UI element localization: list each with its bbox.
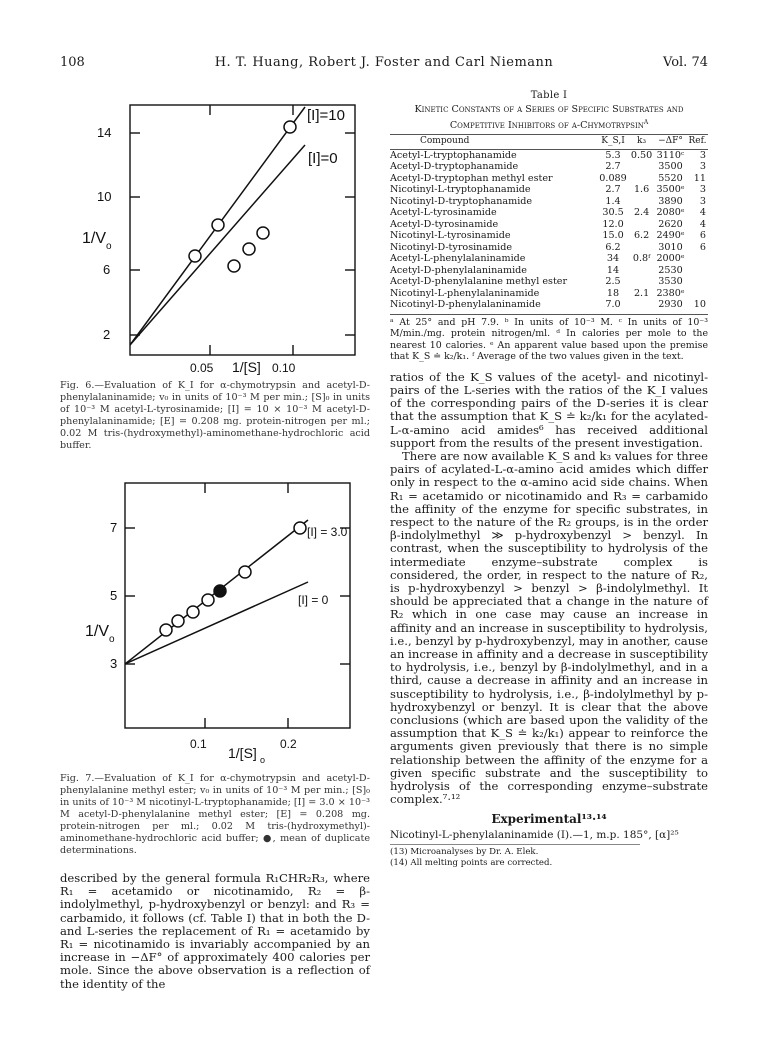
figure-7-caption: Fig. 7.—Evaluation of K_I for α-chymotrypsin and acetyl-D-phenylalanine methyl ester; v₀ in units of 10⁻³ M per min.; [S]₀ in units of 10⁻³ M nicotinyl-L-tryptophanamide; [I] = 3.0 × 10⁻³ M acetyl-D-phenylalanine methyl ester; [E] = 0.208 mg. protein-nitrogen per ml.; 0.02 M tris-(hydroxymethyl)-aminomethane-hydrochloric acid buffer; ●, mean of duplicate determinations.: [60, 773, 370, 856]
column-header: Ref.: [687, 135, 708, 150]
table-cell: 0.50: [630, 149, 653, 161]
table-cell: 3500ᵉ: [656, 184, 685, 196]
figure-6-caption: Fig. 6.—Evaluation of K_I for α-chymotrypsin and acetyl-D-phenylalaninamide; v₀ in units of 10⁻³ M per min.; [S]₀ in units of 10⁻³ M acetyl-L-tyrosinamide; [I] = 10 × 10⁻³ M acetyl-D-phenylalaninamide; [E] = 0.208 mg. protein-nitrogen per ml.; 0.02 M tris-(hydroxymethyl)-aminomethane-hydrochloric acid buffer.: [60, 380, 370, 451]
table-row: [390, 230, 708, 242]
table-cell: 3: [699, 161, 706, 173]
x-tick-label: 0.2: [280, 737, 297, 751]
table-cell: 2.7: [605, 161, 621, 173]
table-cell: 6.2: [605, 241, 621, 253]
table-row: [390, 299, 708, 311]
kinetic-constants-table: [390, 134, 708, 311]
table-cell: 3530: [658, 276, 683, 288]
table-cell: 1.6: [633, 184, 650, 196]
table-cell: [629, 265, 654, 277]
table-cell: Acetyl-D-tryptophanamide: [390, 161, 519, 173]
table-cell: [687, 288, 708, 300]
table-cell: [629, 299, 654, 311]
figure-7: [80, 478, 360, 768]
page-footnotes: [390, 844, 640, 868]
table-row: [390, 196, 708, 208]
line-i0: [130, 145, 305, 345]
table-cell: [629, 276, 654, 288]
running-header: [60, 55, 708, 75]
paragraph: described by the general formula R₁CHR₂R₃, where R₁ = acetamido or nicotinamido, R₂ = β-indolylmethyl, p-hydroxybenzyl or benzyl: and R₃ = carbamido, it follows (cf. Table I) that in both the D- and L-series the replacement of R₁ = acetamido by R₁ = nicotinamido is invariably accompanied by an increase in −ΔF° of approximately 400 calories per mole. Since the above observation is a reflection of the identity of the: [60, 871, 370, 991]
left-column-text: [60, 872, 370, 991]
column-header: K_S,I: [597, 135, 629, 150]
x-axis-label: 1/[S]: [232, 359, 261, 375]
table-cell: 3500: [658, 161, 683, 173]
line-label: [I]=10: [307, 107, 345, 124]
column-header: Compound: [390, 135, 597, 150]
table-cell: 14: [606, 264, 620, 276]
y-tick-label: 14: [97, 125, 112, 140]
x-tick-label: 0.05: [190, 361, 214, 375]
y-axis-label-sub: o: [109, 634, 115, 645]
paragraph: There are now available K_S and k₃ values for three pairs of acylated-L-α-amino acid amides which differ only in respect to the α-amino acid side chains. When R₁ = acetamido or nicotinamido and R₃ = carbamido the affinity of the enzyme for specific substrates, in respect to the nature of the R₂ groups, is in the order β-indolylmethyl ≫ p-hydroxybenzyl > benzyl. In contrast, when the susceptibility to hydrolysis of the intermediate enzyme–substrate complex is considered, the order, in respect to the nature of R₂, is p-hydroxybenzyl > benzyl > β-indolylmethyl. It should be appreciated that a change in the nature of R₂ which in one case may cause an increase in affinity and an increase in susceptibility to hydrolysis, i.e., benzyl by p-hydroxybenzyl, may in another, cause an increase in affinity and a decrease in susceptibility to hydrolysis, i.e., benzyl by β-indolylmethyl, and in a third, cause a decrease in affinity and an increase in susceptibility to hydrolysis, i.e., β-indolylmethyl by p-hydroxybenzyl or benzyl. It is clear that the above conclusions (which are based upon the validity of the assumption that K_S ≐ k₂/k₁) appear to reinforce the arguments given previously that there is no simple relationship between the affinity of the enzyme for a given specific substrate and the susceptibility to hydrolysis of the corresponding enzyme–substrate complex.⁷·¹²: [390, 448, 708, 807]
paragraph: ratios of the K_S values of the acetyl- and nicotinyl-pairs of the L-series with the ratios of the K_I values of the corresponding pairs of the D-series it is clear that the assumption that K_S ≐ k₂/k₁ for the acylated-L-α-amino acid amides⁶ has received additional support from the results of the present investigation.: [390, 369, 708, 450]
section-heading: Experimental¹³·¹⁴: [491, 812, 607, 827]
plot-frame: [130, 105, 355, 355]
line-label: [I] = 0: [298, 593, 329, 607]
table-cell: 2490ᵉ: [656, 230, 685, 242]
table-cell: 6: [699, 230, 706, 242]
table-row: [390, 219, 708, 231]
table-cell: [629, 173, 654, 185]
data-point: [212, 219, 224, 231]
table-cell: 2080ᵉ: [656, 207, 685, 219]
table-cell: 3: [699, 195, 706, 207]
table-body: [390, 149, 708, 311]
table-cell: 30.5: [602, 207, 624, 219]
table-cell: 3010: [658, 241, 683, 253]
data-point: [187, 606, 199, 618]
table-cell: Nicotinyl-D-phenylalaninamide: [390, 299, 541, 311]
table-cell: 11: [693, 172, 706, 184]
table-cell: 3: [699, 184, 706, 196]
column-header: k₃: [629, 135, 654, 150]
table-cell: Nicotinyl-L-phenylalaninamide: [390, 287, 540, 299]
table-cell: 7.0: [605, 299, 621, 311]
y-axis-label: 1/V: [82, 230, 107, 247]
line-label: [I]=0: [308, 150, 338, 167]
page-number: 108: [60, 55, 85, 70]
table-cell: 1.4: [605, 195, 621, 207]
column-header: −ΔF°: [654, 135, 687, 150]
table-title: Table I: [530, 90, 568, 101]
table-row: [390, 288, 708, 300]
table-row: [390, 184, 708, 196]
table-cell: Nicotinyl-L-tryptophanamide: [390, 184, 531, 196]
table-cell: Acetyl-L-tyrosinamide: [390, 207, 497, 219]
table-cell: Nicotinyl-D-tyrosinamide: [390, 241, 513, 253]
table-cell: [629, 161, 654, 173]
data-point: [294, 522, 306, 534]
table-cell: 15.0: [602, 230, 624, 242]
table-cell: 2.5: [605, 276, 621, 288]
table-cell: 3890: [658, 195, 683, 207]
table-row: [390, 161, 708, 173]
table-cell: Acetyl-D-tryptophan methyl ester: [390, 172, 553, 184]
figure-7-plot: [80, 478, 360, 768]
y-axis-label-sub: o: [106, 241, 112, 252]
table-row: [390, 242, 708, 254]
table-row: [390, 149, 708, 161]
table-cell: 2.4: [633, 207, 650, 219]
line-label: [I] = 3.0: [307, 525, 348, 539]
data-point: [284, 121, 296, 133]
table-cell: 0.8ᶠ: [632, 253, 651, 265]
author-line: H. T. Huang, Robert J. Foster and Carl Niemann: [214, 55, 554, 70]
y-tick-label: 7: [110, 520, 118, 535]
data-point: [239, 566, 251, 578]
table-cell: 2530: [658, 264, 683, 276]
table-cell: Nicotinyl-D-tryptophanamide: [390, 195, 533, 207]
table-cell: 4: [699, 207, 706, 219]
table-row: [390, 265, 708, 277]
table-cell: 18: [606, 287, 620, 299]
data-point: [243, 243, 255, 255]
table-cell: Acetyl-L-phenylalaninamide: [390, 253, 526, 265]
table-cell: Acetyl-L-tryptophanamide: [390, 149, 517, 161]
x-axis-label-sub: o: [260, 755, 266, 765]
table-cell: 12.0: [602, 218, 624, 230]
table-cell: Acetyl-D-tyrosinamide: [390, 218, 499, 230]
table-row: [390, 253, 708, 265]
table-header-row: [390, 135, 708, 150]
table-row: [390, 207, 708, 219]
data-point: [189, 250, 201, 262]
table-row: [390, 276, 708, 288]
table-cell: 2.7: [605, 184, 621, 196]
table-row: [390, 173, 708, 185]
table-cell: [629, 242, 654, 254]
table-cell: [629, 196, 654, 208]
table-cell: 3110ᶜ: [656, 149, 685, 161]
table-cell: 0.089: [599, 172, 627, 184]
data-point: [172, 615, 184, 627]
table-cell: 2930: [658, 299, 683, 311]
table-cell: 3: [699, 149, 706, 161]
data-point: [257, 227, 269, 239]
y-tick-label: 2: [103, 327, 111, 342]
table-cell: Acetyl-D-phenylalanine methyl ester: [390, 276, 568, 288]
table-cell: 10: [693, 299, 706, 311]
table-cell: 5.3: [605, 149, 621, 161]
table-cell: Nicotinyl-L-tyrosinamide: [390, 230, 511, 242]
data-point: [228, 260, 240, 272]
y-axis-label: 1/V: [85, 623, 110, 640]
y-tick-label: 5: [110, 588, 118, 603]
data-point: [202, 594, 214, 606]
footnote: (14) All melting points are corrected.: [390, 857, 553, 868]
table-cell: [687, 276, 708, 288]
table-footnote: ᵃ At 25° and pH 7.9. ᵇ In units of 10⁻³ M. ᶜ In units of 10⁻³ M/min./mg. protein nitrogen/ml. ᵈ In calories per mole to the nearest 10 calories. ᵉ An apparent value based upon the premise that K_S ≐ k₂/k₁. ᶠ Average of the two values given in the text.: [390, 314, 708, 363]
table-cell: 2620: [658, 218, 683, 230]
right-column: [390, 90, 708, 868]
footnote: (13) Microanalyses by Dr. A. Elek.: [390, 847, 539, 858]
x-axis-label: 1/[S]: [228, 745, 257, 761]
table-subtitle: Kinetic Constants of a Series of Specific Substrates and Competitive Inhibitors of α-Chymotrypsin$^a$: [414, 104, 684, 131]
table-cell: [687, 253, 708, 265]
y-tick-label: 6: [103, 262, 111, 277]
table-cell: 6: [699, 241, 706, 253]
figure-6-plot: [70, 85, 370, 375]
table-cell: [629, 219, 654, 231]
x-tick-label: 0.1: [190, 737, 207, 751]
table-cell: 34: [606, 253, 620, 265]
data-point: [160, 624, 172, 636]
table-cell: 4: [699, 218, 706, 230]
table-cell: 2000ᵉ: [656, 253, 685, 265]
table-cell: 6.2: [633, 230, 650, 242]
x-tick-label: 0.10: [272, 361, 296, 375]
experimental-line: Nicotinyl-L-phenylalaninamide (I).—1, m.p. 185°, [α]²⁵: [390, 829, 679, 842]
table-cell: Acetyl-D-phenylalaninamide: [390, 264, 527, 276]
y-tick-label: 3: [110, 656, 118, 671]
table-cell: 2380ᵉ: [656, 287, 685, 299]
y-tick-label: 10: [97, 189, 112, 204]
right-column-text: [390, 371, 708, 807]
volume-label: Vol. 74: [663, 55, 708, 70]
table-cell: 2.1: [633, 287, 650, 299]
data-point-mean: [214, 585, 226, 597]
figure-6: [70, 85, 370, 375]
table-cell: [687, 265, 708, 277]
table-cell: 5520: [658, 172, 683, 184]
